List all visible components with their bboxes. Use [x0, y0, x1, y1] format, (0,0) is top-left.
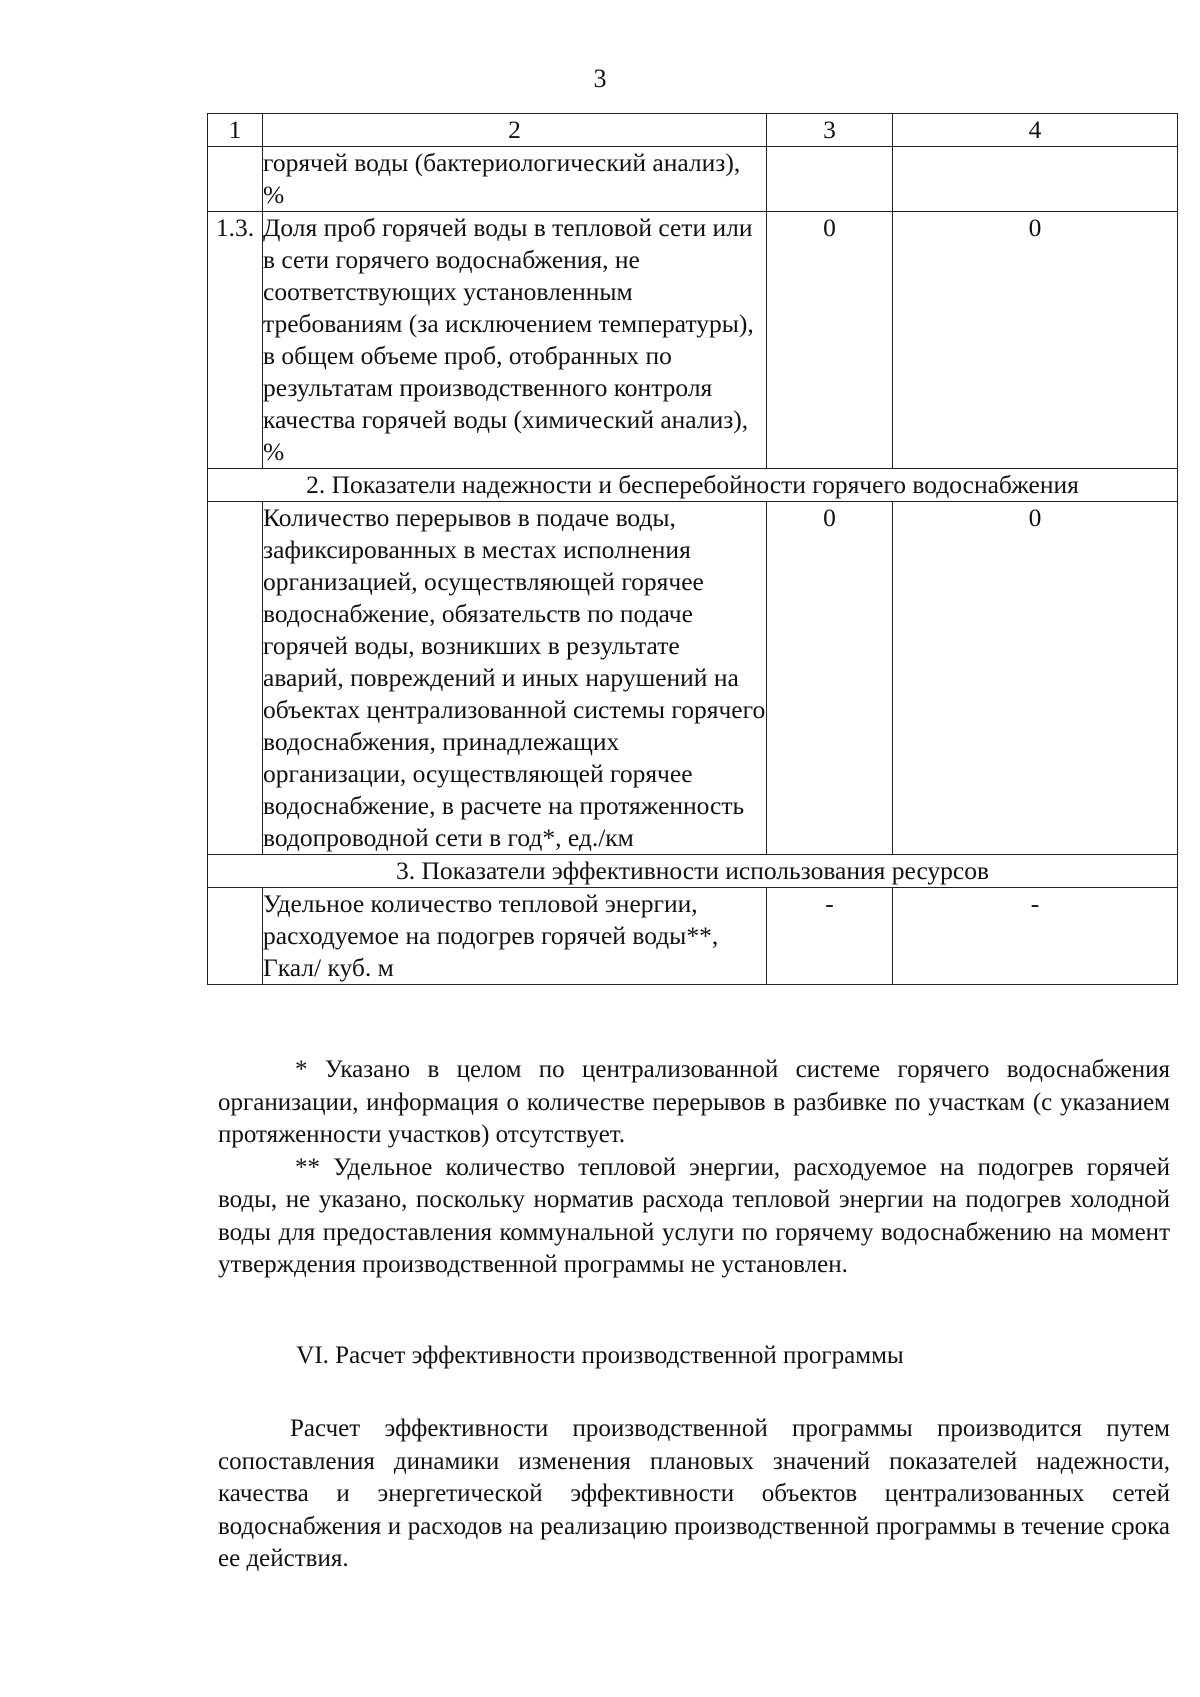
value-col4: 0	[893, 212, 1178, 469]
row-number: 1.3.	[208, 212, 263, 469]
value-col4	[893, 147, 1178, 212]
column-header: 2	[263, 114, 767, 147]
value-col4: 0	[893, 502, 1178, 855]
indicators-table	[207, 113, 1178, 985]
column-header: 1	[208, 114, 263, 147]
indicator-text: горячей воды (бактериологический анализ), %	[263, 147, 767, 212]
page-number: 3	[593, 64, 607, 93]
value-col3: -	[767, 888, 893, 985]
table-row	[208, 212, 1178, 469]
indicator-text: Количество перерывов в подаче воды, зафиксированных в местах исполнения организацией, осуществляющей горячее водоснабжение, обязательств по подаче горячей воды, возникших в результате аварий, повреждений и иных нарушений на объектах централизованной системы горячего водоснабжения, принадлежащих организации, осуществляющей горячее водоснабжение, в расчете на протяженность водопроводной сети в год*, ед./км	[263, 502, 767, 855]
row-number	[208, 502, 263, 855]
table-row	[208, 888, 1178, 985]
section-row	[208, 855, 1178, 888]
footnotes	[218, 1054, 1170, 1282]
table-row	[208, 147, 1178, 212]
column-header: 3	[767, 114, 893, 147]
row-number	[208, 147, 263, 212]
indicator-text: Доля проб горячей воды в тепловой сети или в сети горячего водоснабжения, не соответствующих установленным требованиям (за исключением температуры), в общем объеме проб, отобранных по результатам производственного контроля качества горячей воды (химический анализ), %	[263, 212, 767, 469]
footnote-1: * Указано в целом по централизованной системе горячего водоснабжения организации, информация о количестве перерывов в разбивке по участкам (с указанием протяженности участков) отсутствует.	[218, 1056, 1170, 1148]
section-title: 3. Показатели эффективности использования ресурсов	[208, 855, 1178, 888]
value-col3: 0	[767, 502, 893, 855]
table-row	[208, 502, 1178, 855]
section-title: 2. Показатели надежности и бесперебойности горячего водоснабжения	[208, 469, 1178, 502]
table-header-row	[208, 114, 1178, 147]
section-row	[208, 469, 1178, 502]
value-col3: 0	[767, 212, 893, 469]
indicator-text: Удельное количество тепловой энергии, расходуемое на подогрев горячей воды**, Гкал/ куб. м	[263, 888, 767, 985]
footnote-2: ** Удельное количество тепловой энергии, расходуемое на подогрев горячей воды, не указано, поскольку норматив расхода тепловой энергии на подогрев холодной воды для предоставления коммунальной услуги по горячему водоснабжению на момент утверждения производственной программы не установлен.	[218, 1153, 1170, 1278]
row-number	[208, 888, 263, 985]
value-col4: -	[893, 888, 1178, 985]
value-col3	[767, 147, 893, 212]
section-heading: VI. Расчет эффективности производственной программы	[296, 1342, 904, 1369]
body-paragraph: Расчет эффективности производственной программы производится путем сопоставления динамики изменения плановых значений показателей надежности, качества и энергетической эффективности объектов централизованных сетей водоснабжения и расходов на реализацию производственной программы в течение срока ее действия.	[218, 1415, 1170, 1572]
column-header: 4	[893, 114, 1178, 147]
